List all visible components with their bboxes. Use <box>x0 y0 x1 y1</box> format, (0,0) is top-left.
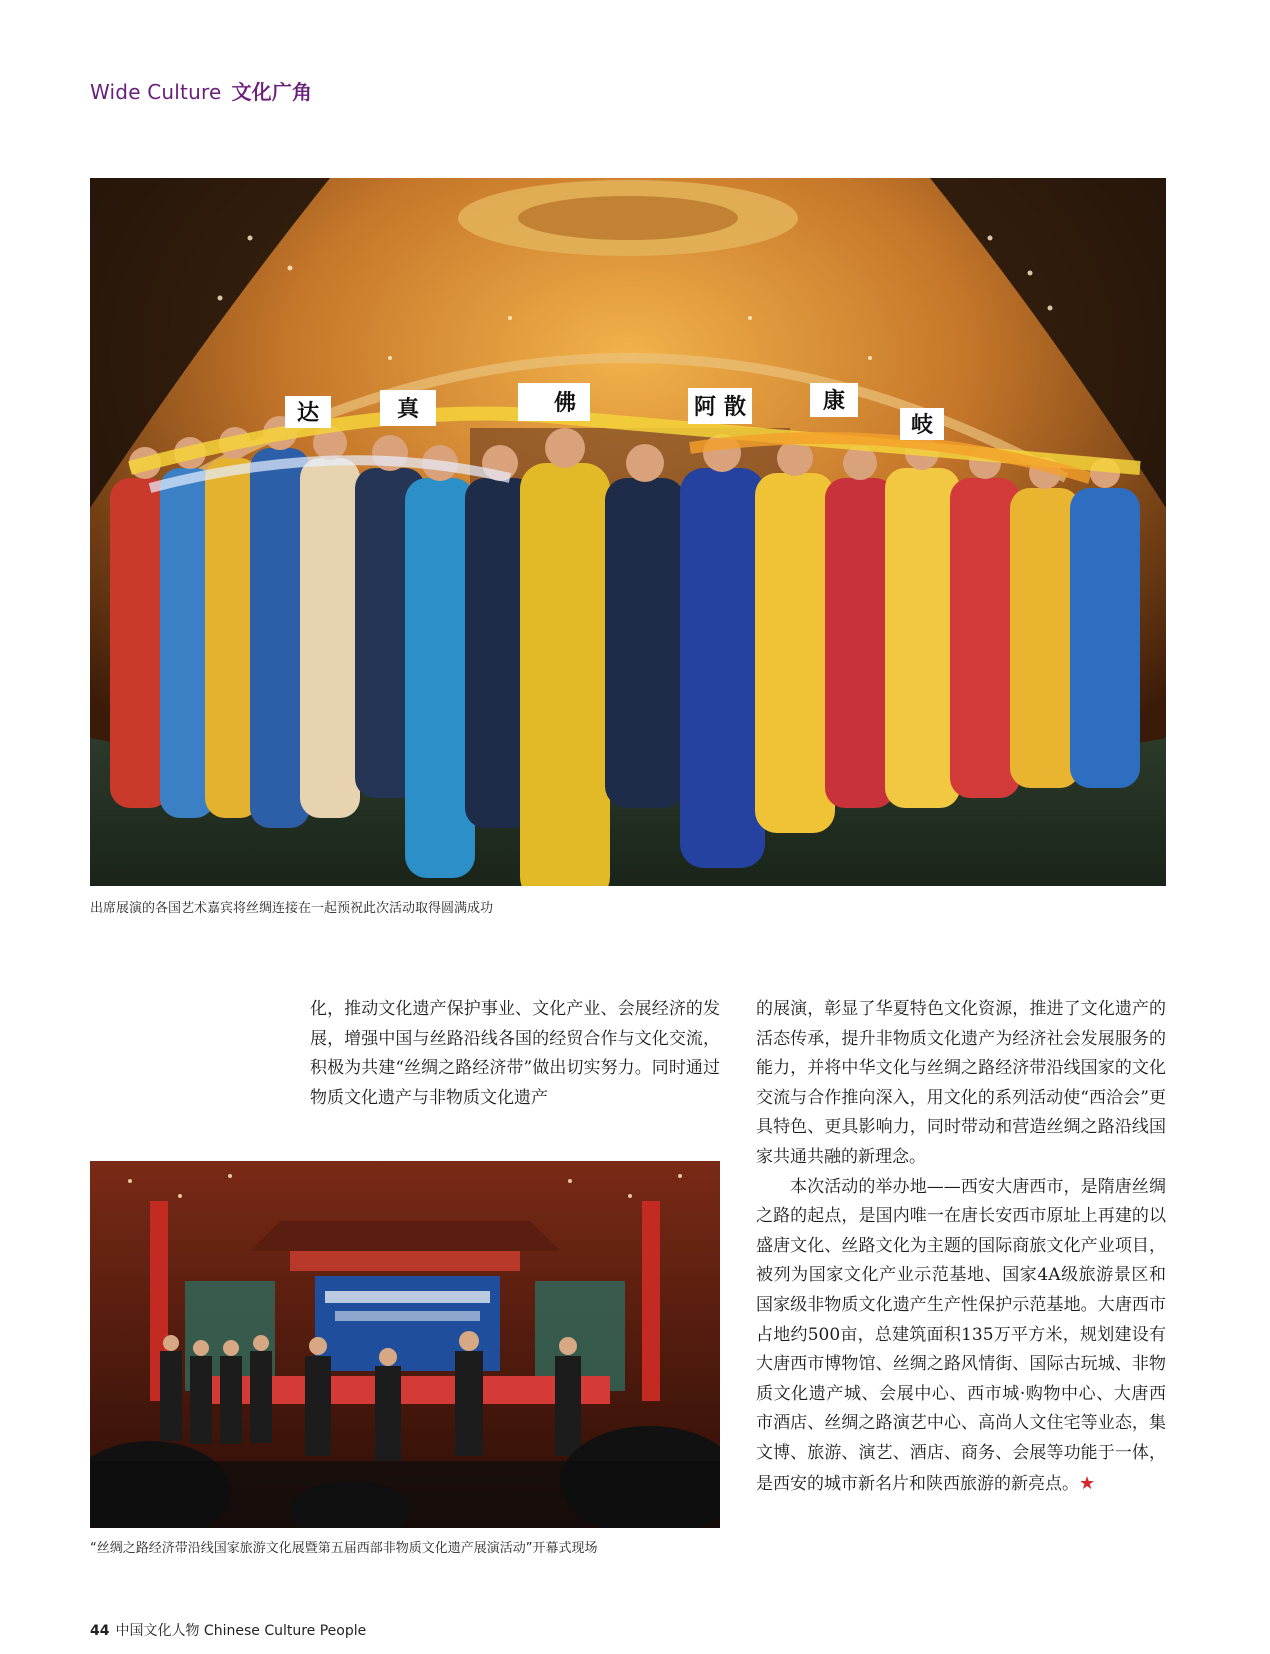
placard-2: 真 <box>396 397 420 422</box>
main-photo <box>90 178 1166 886</box>
ceremony-photo <box>90 1161 720 1528</box>
end-mark-star-icon: ★ <box>1079 1472 1096 1494</box>
paragraph-left: 化，推动文化遗产保护事业、文化产业、会展经济的发展，增强中国与丝路沿线各国的经贸合作与文化交流，积极为共建“丝绸之路经济带”做出切实努力。同时通过物质文化遗产与非物质文化遗产 <box>310 999 720 1108</box>
paragraph-right-2-text: 本次活动的举办地——西安大唐西市，是隋唐丝绸之路的起点，是国内唯一在唐长安西市原址上再建的以盛唐文化、丝路文化为主题的国际商旅文化产业项目，被列为国家文化产业示范基地、国家4A级旅游景区和国家级非物质文化遗产生产性保护示范基地。大唐西市占地约500亩，总建筑面积135万平方米，规划建设有大唐西市博物馆、丝绸之路风情街、国际古玩城、非物质文化遗产城、会展中心、西市城·购物中心、大唐西市酒店、丝绸之路演艺中心、高尚人文住宅等业态，集文博、旅游、演艺、酒店、商务、会展等功能于一体，是西安的城市新名片和陕西旅游的新亮点。 <box>756 1176 1166 1494</box>
placard-3: 佛 <box>553 391 577 416</box>
placard-1: 达 <box>296 401 320 426</box>
page-footer <box>90 1620 366 1640</box>
placard-7: 岐 <box>910 413 934 438</box>
article-column-left <box>310 995 720 1113</box>
paragraph-right-2 <box>756 1173 1166 1500</box>
article-column-right <box>756 995 1166 1499</box>
ceremony-photo-caption: “丝绸之路经济带沿线国家旅游文化展暨第五届西部非物质文化遗产展演活动”开幕式现场 <box>90 1541 598 1556</box>
section-title-cn: 文化广角 <box>231 80 313 104</box>
page-number: 44 <box>90 1623 110 1639</box>
placard-4: 阿 <box>693 395 717 420</box>
publication-name: 中国文化人物 Chinese Culture People <box>115 1623 367 1639</box>
placard-5: 散 <box>723 395 747 420</box>
main-photo-illustration <box>90 178 1166 886</box>
ceremony-photo-illustration <box>90 1161 720 1528</box>
placard-6: 康 <box>822 389 846 414</box>
section-title-en: Wide Culture <box>90 80 222 104</box>
main-photo-caption: 出席展演的各国艺术嘉宾将丝绸连接在一起预祝此次活动取得圆满成功 <box>90 901 494 916</box>
section-header <box>90 76 312 105</box>
paragraph-right-1: 的展演，彰显了华夏特色文化资源，推进了文化遗产的活态传承，提升非物质文化遗产为经济社会发展服务的能力，并将中华文化与丝绸之路经济带沿线国家的文化交流与合作推向深入，用文化的系列活动使“西洽会”更具特色、更具影响力，同时带动和营造丝绸之路沿线国家共通共融的新理念。 <box>756 999 1166 1167</box>
